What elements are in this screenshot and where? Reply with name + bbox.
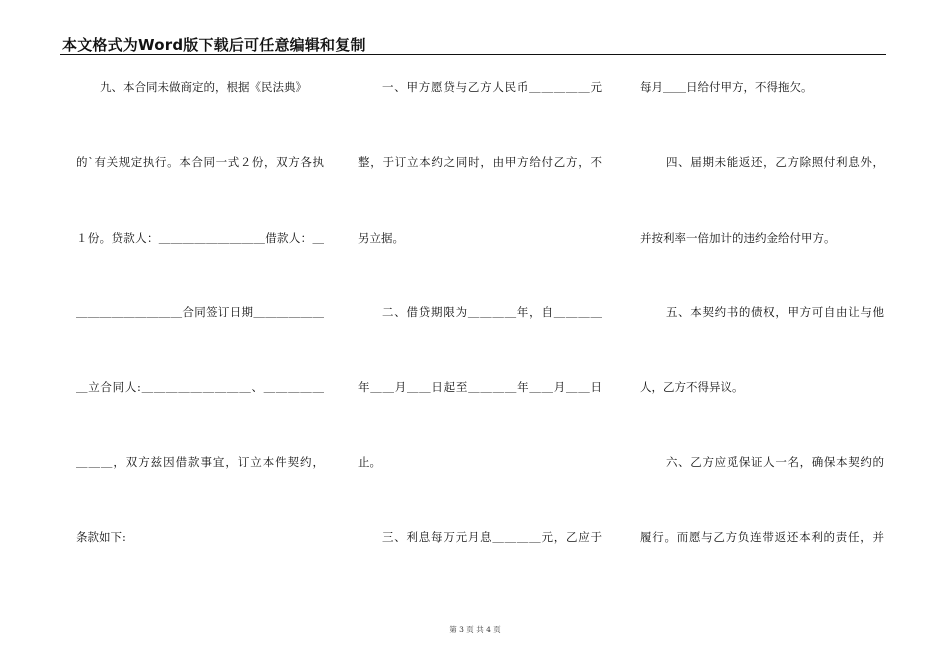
text-column-3 [640, 0, 884, 672]
column-3-line-3: 并按利率一倍加计的违约金给付甲方。 [640, 231, 836, 245]
column-2-line-5: 年＿＿月＿＿日起至＿＿＿＿年＿＿月＿＿日 [358, 380, 602, 394]
column-1-line-6: ＿＿＿，双方兹因借款事宜，订立本件契约， [76, 455, 324, 469]
column-1-line-4: ＿＿＿＿＿＿＿＿＿合同签订日期＿＿＿＿＿＿ [76, 305, 324, 319]
column-1-line-3: １份。贷款人：＿＿＿＿＿＿＿＿＿借款人：＿ [76, 231, 324, 245]
column-1-line-5: ＿立合同人:＿＿＿＿＿＿＿＿＿、＿＿＿＿＿ [76, 380, 324, 394]
column-1-line-1: 九、本合同未做商定的，根据《民法典》 [100, 80, 307, 94]
column-2-line-2: 整，于订立本约之同时，由甲方给付乙方，不 [358, 155, 602, 169]
column-2-line-1: 一、甲方愿贷与乙方人民币＿＿＿＿＿元 [382, 80, 602, 94]
column-2-line-3: 另立据。 [358, 231, 404, 245]
page-number-footer: 第 3 页 共 4 页 [449, 625, 501, 634]
column-3-line-1: 每月＿＿日给付甲方，不得拖欠。 [640, 80, 813, 94]
column-1-line-2: 的`有关规定执行。本合同一式２份，双方各执 [76, 155, 324, 169]
column-1-line-7: 条款如下: [76, 530, 126, 544]
column-3-line-5: 人，乙方不得异议。 [640, 380, 744, 394]
column-2-line-4: 二、借贷期限为＿＿＿＿年，自＿＿＿＿ [382, 305, 602, 319]
document-header-title: 本文格式为Word版下载后可任意编辑和复制 [62, 36, 366, 54]
text-column-1 [76, 0, 324, 672]
column-2-line-7: 三、利息每万元月息＿＿＿＿元，乙应于 [382, 530, 602, 544]
column-2-line-6: 止。 [358, 455, 381, 469]
column-3-line-2: 四、届期未能返还，乙方除照付利息外， [666, 155, 884, 169]
column-3-line-4: 五、本契约书的债权，甲方可自由让与他 [666, 305, 884, 319]
column-3-line-7: 履行。而愿与乙方负连带返还本利的责任，并 [640, 530, 884, 544]
text-column-2 [358, 0, 602, 672]
column-3-line-6: 六、乙方应觅保证人一名，确保本契约的 [666, 455, 884, 469]
